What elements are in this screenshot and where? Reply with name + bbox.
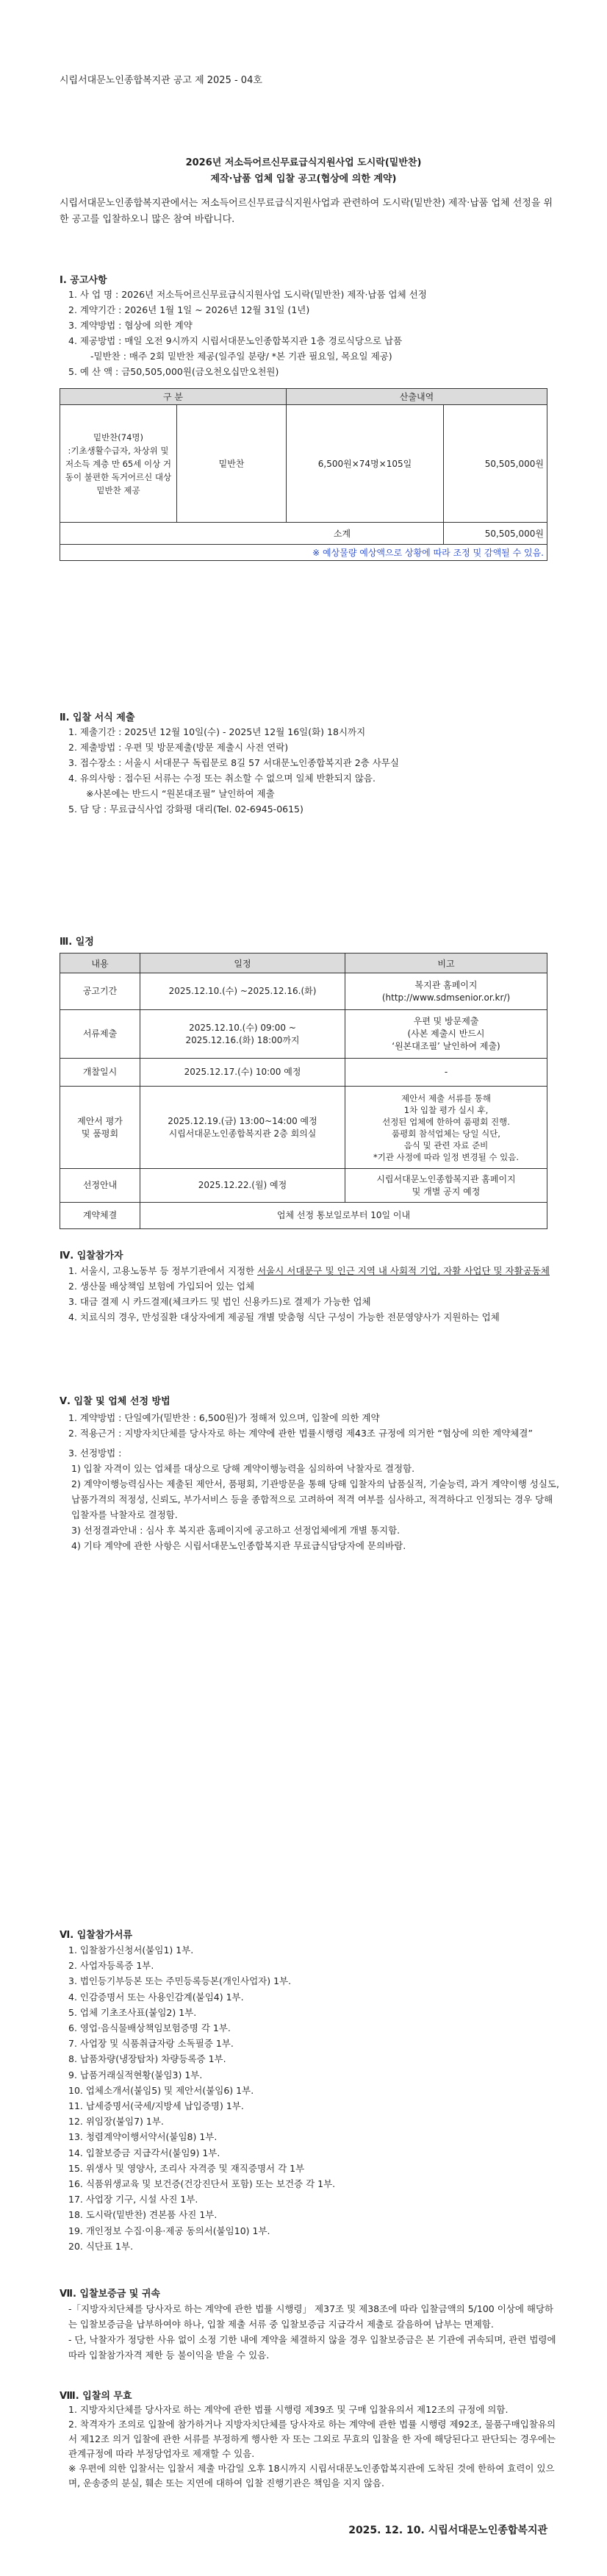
list-item: - 단, 낙찰자가 정당한 사유 없이 소정 기한 내에 계약을 체결하지 않을 경우 입찰보증금은 본 기관에 귀속되며, 관련 법령에 따라 입찰참가자격 제한 등 불이익을 받을 수 있음. xyxy=(68,2334,556,2361)
table-cell: 계약체결 xyxy=(60,1203,140,1229)
table-cell: 시립서대문노인종합복지관 홈페이지 및 개별 공지 예정 xyxy=(345,1169,547,1203)
list-item: 4. 인감증명서 또는 사용인감계(붙임4) 1부. xyxy=(68,1991,244,2003)
list-item: 1. 입찰참가신청서(붙임1) 1부. xyxy=(68,1944,194,1956)
list-item: 12. 위임장(붙임7) 1부. xyxy=(68,2116,164,2128)
section-6-title: Ⅵ. 입찰참가서류 xyxy=(60,1930,133,1941)
table-cell: 2025.12.17.(수) 10:00 예정 xyxy=(140,1059,345,1087)
list-item: 5. 예 산 액 : 금50,505,000원(금오천오십만오천원) xyxy=(68,366,279,377)
table-row xyxy=(60,1087,547,1169)
section-2-title: Ⅱ. 입찰 서식 제출 xyxy=(60,712,135,723)
table-header: 일정 xyxy=(140,954,345,973)
table-row xyxy=(60,973,547,1010)
list-item: 3. 법인등기부등본 또는 주민등록등본(개인사업자) 1부. xyxy=(68,1975,292,1987)
budget-table xyxy=(60,388,547,561)
list-item: 11. 납세증명서(국세/지방세 납입증명) 1부. xyxy=(68,2100,244,2112)
table-header: 비고 xyxy=(345,954,547,973)
list-item: 3. 계약방법 : 협상에 의한 계약 xyxy=(68,320,193,331)
table-cell: 6,500원×74명×105일 xyxy=(287,405,444,523)
table-cell: 2025.12.10.(수) ~2025.12.16.(화) xyxy=(140,973,345,1010)
category-desc: :기초생활수급자, 차상위 및 저소득 계층 만 65세 이상 거동이 불편한 독거어르신 대상 밑반찬 제공 xyxy=(65,445,172,495)
list-item: 1. 계약방법 : 단일예가(밑반찬 : 6,500원)가 정해져 있으며, 입찰에 의한 계약 xyxy=(68,1412,380,1423)
list-item: 3. 대금 결제 시 카드결제(체크카드 및 법인 신용카드)로 결제가 가능한 업체 xyxy=(68,1296,371,1307)
section-8-title: Ⅷ. 입찰의 무효 xyxy=(60,2391,132,2402)
table-cell: 개찰일시 xyxy=(60,1059,140,1087)
list-item: ※사본에는 반드시 “원본대조필” 날인하여 제출 xyxy=(86,788,275,799)
table-header: 구 분 xyxy=(60,389,287,405)
section-6-list xyxy=(60,1942,559,2254)
list-item: 19. 개인정보 수집·이용·제공 동의서(붙임10) 1부. xyxy=(68,2225,270,2236)
table-row xyxy=(60,1169,547,1203)
list-item: 2) 계약이행능력심사는 제출된 제안서, 품평회, 기관방문을 통해 당해 입찰자의 납품실적, 기술능력, 과거 계약이행 성실도, 납품가격의 적정성, 신뢰도, 부가서비스 등을 종합적으로 고려하여 적격 여부를 심사하고, 적격하다고 인정되는 경우 당해 입찰자를 낙찰자로 결정함. xyxy=(71,1478,559,1520)
list-item: 3. 접수장소 : 서울시 서대문구 독립문로 8길 57 서대문노인종합복지관 2층 사무실 xyxy=(68,757,399,768)
section-7-title: Ⅶ. 입찰보증금 및 귀속 xyxy=(60,2289,160,2300)
list-item: 10. 업체소개서(붙임5) 및 제안서(붙임6) 1부. xyxy=(68,2084,254,2096)
list-item: 9. 납품거래실적현황(붙임3) 1부. xyxy=(68,2069,203,2081)
list-item: 3) 선정결과안내 : 심사 후 복지관 홈페이지에 공고하고 선정업체에게 개별 통지함. xyxy=(71,1525,401,1536)
list-item: 20. 식단표 1부. xyxy=(68,2240,134,2252)
list-item: 6. 영업·음식물배상책임보험증명 각 1부. xyxy=(68,2022,231,2034)
list-item: 8. 납품차량(냉장탑차) 차량등록증 1부. xyxy=(68,2053,226,2065)
list-item: -밑반찬 : 매주 2회 밑반찬 제공(일주일 분량/ *본 기관 필요일, 목요일 제공) xyxy=(90,351,392,362)
schedule-table xyxy=(60,953,547,1229)
list-item: 5. 업체 기초조사표(붙임2) 1부. xyxy=(68,2006,197,2018)
table-row xyxy=(60,1010,547,1059)
subtotal-value: 50,505,000원 xyxy=(444,523,547,545)
section-3-title: Ⅲ. 일정 xyxy=(60,937,94,948)
list-item xyxy=(60,1263,559,1278)
list-item: 2. 적용근거 : 지방자치단체를 당사자로 하는 계약에 관한 법률시행령 제43조 규정에 의거한 “협상에 의한 계약체결” xyxy=(68,1428,533,1439)
section-5-title: Ⅴ. 입찰 및 업체 선정 방법 xyxy=(60,1396,170,1407)
table-row xyxy=(60,1203,547,1229)
list-item: 7. 사업장 및 식품취급자랑 소독필증 1부. xyxy=(68,2038,234,2050)
list-item: 13. 청렴계약이행서약서(붙임8) 1부. xyxy=(68,2131,218,2143)
list-item: 4. 치료식의 경우, 만성질환 대상자에게 제공될 개별 맞춤형 식단 구성이 가능한 전문영양사가 지원하는 업체 xyxy=(68,1312,500,1323)
list-item: 4. 유의사항 : 접수된 서류는 수정 또는 취소할 수 없으며 일체 반환되지 않음. xyxy=(68,773,376,784)
list-item: 3. 선정방법 : xyxy=(68,1448,122,1459)
list-item-text: 1. 서울시, 고용노동부 등 정부기관에서 지정한 xyxy=(68,1265,258,1276)
table-cell: 2025.12.19.(금) 13:00~14:00 예정 시립서대문노인종합복지관 2층 회의실 xyxy=(140,1087,345,1169)
list-item: 18. 도시락(밑반찬) 견본품 사진 1부. xyxy=(68,2209,218,2221)
table-header: 내용 xyxy=(60,954,140,973)
table-row xyxy=(60,1059,547,1087)
table-cell: 제안서 제출 서류를 통해 1차 입찰 평가 실시 후, 선정된 업체에 한하여 품평회 진행. 품평회 참석업체는 당일 식단, 음식 및 관련 자료 준비 *기관 사정에 따라 일정 변경될 수 있음. xyxy=(345,1087,547,1169)
list-item-underlined: 서울시 서대문구 및 인근 지역 내 사회적 기업, 자활 사업단 및 자활공동체 xyxy=(257,1265,550,1276)
list-item: 1. 지방자치단체를 당사자로 하는 계약에 관한 법률 시행령 제39조 및 구매 입찰유의서 제12조의 규정에 의함. xyxy=(68,2404,509,2415)
list-item: 4) 기타 계약에 관한 사항은 시립서대문노인종합복지관 무료급식담당자에 문의바람. xyxy=(71,1540,406,1551)
list-item: 1) 입찰 자격이 있는 업체를 대상으로 당해 계약이행능력을 심의하여 낙찰자로 결정함. xyxy=(71,1463,415,1474)
table-cell: 업체 선정 통보일로부터 10일 이내 xyxy=(140,1203,547,1229)
section-2-list xyxy=(60,724,559,817)
list-item: 1. 제출기간 : 2025년 12월 10일(수) - 2025년 12월 16일(화) 18시까지 xyxy=(68,726,366,737)
section-4-list xyxy=(60,1263,559,1325)
table-cell: 선정안내 xyxy=(60,1169,140,1203)
list-item: 2. 생산물 배상책임 보험에 가입되어 있는 업체 xyxy=(68,1281,255,1292)
table-cell: 서류제출 xyxy=(60,1010,140,1059)
list-item: -「지방자치단체를 당사자로 하는 계약에 관한 법률 시행령」 제37조 및 제38조에 따라 입찰금액의 5/100 이상에 해당하는 입찰보증금을 납부하여야 하나, 입찰 제출 서류 중 입찰보증금 지급각서 제출로 갈음하여 납부는 면제함. xyxy=(68,2303,554,2330)
subtotal-label: 소계 xyxy=(60,523,444,545)
list-item: 4. 제공방법 : 매일 오전 9시까지 시립서대문노인종합복지관 1층 경로식당으로 납품 xyxy=(68,335,403,346)
section-1-title: Ⅰ. 공고사항 xyxy=(60,275,107,286)
list-item: 2. 착격자가 조의로 입찰에 참가하거나 지방자치단체를 당사자로 하는 계약에 관한 법률 시행령 제92조, 물품구매입찰유의서 제12조 의거 입찰에 관한 서류를 부정하게 행사한 자 또는 그외로 무효의 입찰을 한 자에 해당된다고 판단되는 경우에는 관계규정에 따라 부정당업자로 제재할 수 있음. xyxy=(68,2419,556,2459)
section-1-list xyxy=(60,287,559,379)
table-cell: 2025.12.10.(수) 09:00 ~ 2025.12.16.(화) 18:00까지 xyxy=(140,1010,345,1059)
notice-number: 시립서대문노인종합복지관 공고 제 2025 - 04호 xyxy=(60,75,262,86)
table-cell: 공고기간 xyxy=(60,973,140,1010)
list-item: 2. 사업자등록증 1부. xyxy=(68,1960,154,1972)
list-item: 15. 위생사 및 영양사, 조리사 자격증 및 재직증명서 각 1부 xyxy=(68,2162,305,2174)
table-note: ※ 예상물량 예상액으로 상황에 따라 조정 및 감액될 수 있음. xyxy=(60,545,547,561)
list-item: ※ 우편에 의한 입찰서는 입찰서 제출 마감일 오후 18시까지 시립서대문노인종합복지관에 도착된 것에 한하여 효력이 있으며, 운송중의 분실, 훼손 또는 지연에 대하여 입찰 진행기관은 책임을 지지 않음. xyxy=(68,2463,555,2489)
notice-title-line2: 제작·납품 업체 입찰 공고(협상에 의한 계약) xyxy=(210,173,397,185)
table-cell xyxy=(60,405,177,523)
table-cell: 제안서 평가 및 품평회 xyxy=(60,1087,140,1169)
section-7-list xyxy=(60,2301,559,2363)
list-item: 2. 계약기간 : 2026년 1월 1일 ~ 2026년 12월 31일 (1년) xyxy=(68,304,310,315)
list-item: 5. 담 당 : 무료급식사업 강화평 대리(Tel. 02-6945-0615) xyxy=(68,804,304,815)
list-item: 16. 식품위생교육 및 보건증(건강진단서 포함) 또는 보건증 각 1부. xyxy=(68,2178,336,2190)
section-8-list xyxy=(60,2403,559,2491)
notice-title-line1: 2026년 저소득어르신무료급식지원사업 도시락(밑반찬) xyxy=(185,157,422,168)
table-cell: 밑반찬 xyxy=(177,405,287,523)
section-5-list xyxy=(60,1410,559,1553)
table-cell: 2025.12.22.(월) 예정 xyxy=(140,1169,345,1203)
table-cell: 복지관 홈페이지 (http://www.sdmsenior.or.kr/) xyxy=(345,973,547,1010)
intro-paragraph: 시립서대문노인종합복지관에서는 저소득어르신무료급식지원사업과 관련하여 도시락(밑반찬) 제작·납품 업체 선정을 위한 공고를 입찰하오니 많은 참여 바랍니다. xyxy=(60,198,553,225)
table-cell: - xyxy=(345,1059,547,1087)
table-cell: 우편 및 방문제출 (사본 제출시 반드시 ‘원본대조필’ 날인하여 제출) xyxy=(345,1010,547,1059)
list-item: 17. 사업장 기구, 시설 사진 1부. xyxy=(68,2194,198,2205)
list-item: 2. 제출방법 : 우편 및 방문제출(방문 제출시 사전 연락) xyxy=(68,742,289,753)
issuer-signature: 2025. 12. 10. 시립서대문노인종합복지관 xyxy=(348,2525,547,2536)
list-item: 1. 사 업 명 : 2026년 저소득어르신무료급식지원사업 도시락(밑반찬) 제작·납품 업체 선정 xyxy=(68,289,427,300)
table-header: 산출내역 xyxy=(287,389,547,405)
table-cell: 50,505,000원 xyxy=(444,405,547,523)
section-4-title: Ⅳ. 입찰참가자 xyxy=(60,1251,123,1262)
category-name: 밑반찬(74명) xyxy=(93,432,144,443)
list-item: 14. 입찰보증금 지급각서(붙임9) 1부. xyxy=(68,2147,220,2158)
